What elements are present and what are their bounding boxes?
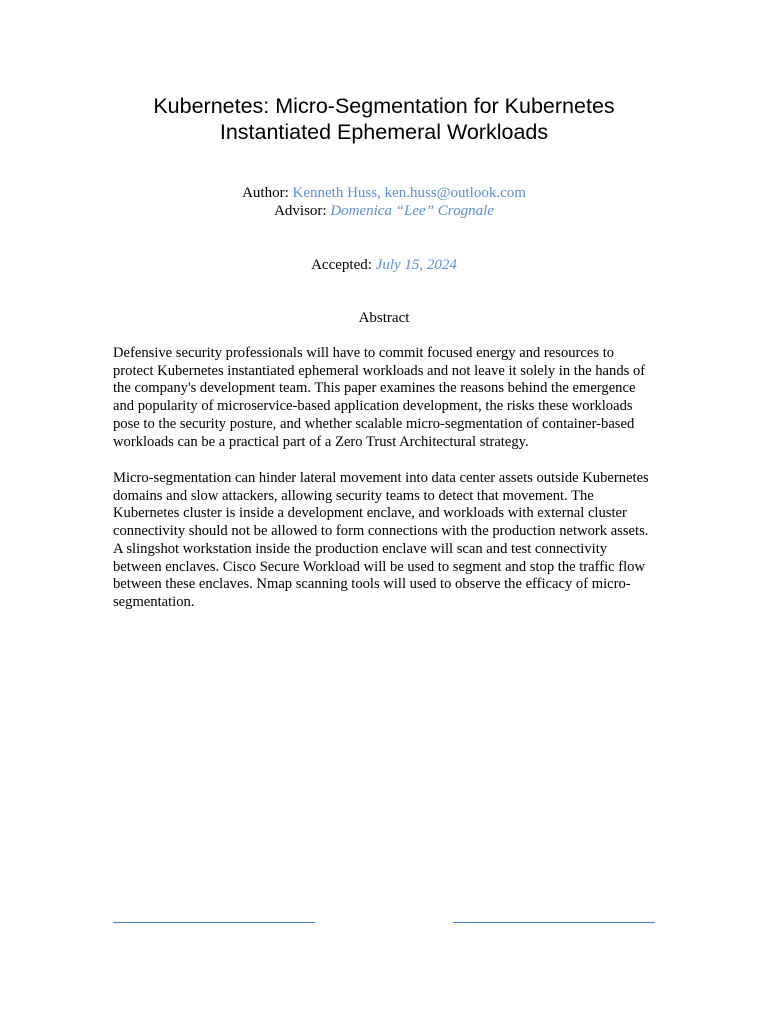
author-line [0,184,768,202]
advisor-value: Domenica “Lee” Crognale [330,203,494,219]
accepted-date: July 15, 2024 [375,257,457,273]
abstract-paragraph-2: Micro-segmentation can hinder lateral movement into data center assets outside Kubernetes domains and slow attackers, allowing security teams to detect that movement. The Kubernetes cluster is inside a development enclave, and workloads with external cluster connectivity should not be allowed to form connections with the production network assets. A slingshot workstation inside the production enclave will scan and test connectivity between enclaves. Cisco Secure Workload will be used to segment and stop the traffic flow between these enclaves. Nmap scanning tools will used to observe the efficacy of micro-segmentation. [113,470,649,610]
paper-title [84,93,684,145]
paper-title-line-1: Kubernetes: Micro-Segmentation for Kubernetes [153,94,615,118]
advisor-line [0,202,768,220]
signature-line-right [453,922,655,923]
accepted-line [0,256,768,274]
author-label: Author: [242,185,289,201]
advisor-label: Advisor: [274,203,327,219]
accepted-label: Accepted: [311,257,372,273]
paper-title-line-2: Instantiated Ephemeral Workloads [219,120,549,144]
abstract-paragraph-1: Defensive security professionals will have to commit focused energy and resources to protect Kubernetes instantiated ephemeral workloads and not leave it solely in the hands of the company's development team. This paper examines the reasons behind the emergence and popularity of microservice-based application development, the risks these workloads pose to the security posture, and whether scalable micro-segmentation of container-based workloads can be a practical part of a Zero Trust Architectural strategy. [113,345,646,450]
author-value[interactable]: Kenneth Huss, ken.huss@outlook.com [292,185,526,201]
abstract-heading: Abstract [358,310,410,326]
signature-line-left [113,922,315,923]
